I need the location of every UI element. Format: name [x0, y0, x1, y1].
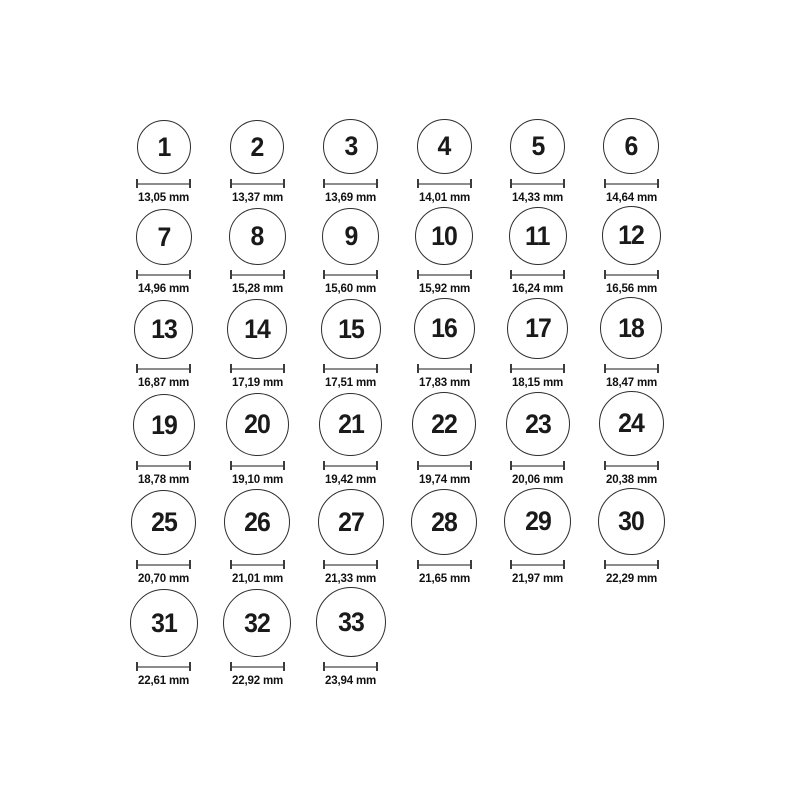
size-cell — [304, 208, 398, 295]
dimension-bar — [417, 274, 472, 276]
ring-circle — [506, 392, 570, 456]
ring-circle — [133, 394, 195, 456]
ring-size-number: 31 — [150, 607, 177, 638]
ring-circle — [227, 299, 287, 359]
ring-size-number: 33 — [337, 606, 364, 637]
diameter-label: 20,06 mm — [512, 472, 564, 486]
dimension-tick-left — [230, 560, 232, 569]
diameter-dimension-line — [323, 270, 378, 279]
diameter-dimension-line — [230, 270, 285, 279]
ring-circle — [321, 299, 381, 359]
dimension-tick-right — [470, 461, 472, 470]
diameter-label: 13,37 mm — [231, 190, 283, 204]
dimension-tick-right — [283, 560, 285, 569]
dimension-tick-right — [657, 179, 659, 188]
diameter-label: 18,47 mm — [605, 375, 657, 389]
ring-size-number: 30 — [618, 506, 645, 536]
diameter-dimension-line — [323, 560, 378, 569]
ring-size-number: 1 — [157, 131, 171, 162]
dimension-tick-right — [563, 560, 565, 569]
ring-size-number: 29 — [524, 506, 551, 536]
size-cell — [585, 206, 679, 295]
dimension-bar — [510, 564, 565, 566]
dimension-tick-left — [417, 461, 419, 470]
diameter-label: 17,51 mm — [325, 375, 377, 389]
diameter-dimension-line — [323, 179, 378, 188]
diameter-label: 22,29 mm — [605, 571, 657, 585]
diameter-dimension-line — [510, 461, 565, 470]
dimension-tick-left — [323, 662, 325, 671]
ring-circle — [600, 297, 662, 359]
ring-circle — [323, 119, 378, 174]
size-cell — [211, 120, 305, 204]
dimension-tick-left — [604, 364, 606, 373]
diameter-label: 16,87 mm — [138, 375, 190, 389]
chart-row — [117, 118, 678, 204]
ring-circle — [318, 489, 384, 555]
size-cell — [491, 298, 585, 389]
diameter-dimension-line — [136, 662, 191, 671]
diameter-dimension-line — [230, 662, 285, 671]
chart-row — [117, 297, 678, 389]
diameter-dimension-line — [230, 461, 285, 470]
dimension-tick-right — [470, 560, 472, 569]
dimension-tick-left — [136, 662, 138, 671]
dimension-tick-right — [376, 270, 378, 279]
diameter-dimension-line — [510, 560, 565, 569]
dimension-bar — [230, 274, 285, 276]
diameter-dimension-line — [323, 461, 378, 470]
dimension-tick-right — [283, 461, 285, 470]
size-cell — [211, 489, 305, 585]
diameter-dimension-line — [136, 270, 191, 279]
ring-circle — [411, 489, 477, 555]
dimension-tick-left — [136, 364, 138, 373]
ring-size-number: 7 — [157, 221, 171, 252]
diameter-dimension-line — [230, 364, 285, 373]
ring-circle — [509, 207, 567, 265]
dimension-tick-right — [189, 179, 191, 188]
dimension-tick-left — [323, 270, 325, 279]
size-cell — [211, 589, 305, 687]
size-cell — [304, 393, 398, 486]
dimension-bar — [136, 183, 191, 185]
diameter-label: 14,96 mm — [138, 281, 190, 295]
dimension-tick-left — [417, 364, 419, 373]
dimension-tick-left — [417, 560, 419, 569]
ring-size-number: 8 — [250, 221, 264, 251]
chart-row — [117, 587, 678, 687]
diameter-label: 18,15 mm — [512, 375, 564, 389]
ring-size-number: 11 — [525, 220, 550, 251]
dimension-bar — [136, 274, 191, 276]
size-cell — [304, 587, 398, 687]
dimension-tick-right — [563, 364, 565, 373]
chart-row — [117, 391, 678, 486]
ring-size-number: 21 — [337, 409, 364, 439]
dimension-bar — [323, 666, 378, 668]
dimension-bar — [230, 183, 285, 185]
dimension-tick-left — [417, 270, 419, 279]
dimension-bar — [323, 368, 378, 370]
ring-circle — [417, 119, 472, 174]
diameter-dimension-line — [417, 560, 472, 569]
ring-circle — [412, 392, 476, 456]
dimension-tick-right — [563, 461, 565, 470]
ring-circle — [504, 488, 571, 555]
ring-size-number: 2 — [250, 131, 264, 162]
ring-size-number: 6 — [624, 130, 638, 161]
dimension-bar — [510, 368, 565, 370]
ring-circle — [599, 391, 664, 456]
dimension-tick-left — [230, 270, 232, 279]
diameter-label: 19,42 mm — [325, 472, 377, 486]
ring-circle — [414, 298, 475, 359]
dimension-bar — [604, 368, 659, 370]
dimension-tick-right — [657, 461, 659, 470]
ring-size-number: 20 — [244, 409, 271, 439]
diameter-dimension-line — [604, 270, 659, 279]
diameter-label: 17,19 mm — [231, 375, 283, 389]
size-cell — [585, 118, 679, 204]
diameter-dimension-line — [604, 364, 659, 373]
diameter-dimension-line — [417, 461, 472, 470]
dimension-tick-right — [283, 270, 285, 279]
ring-circle — [316, 587, 386, 657]
dimension-tick-left — [510, 560, 512, 569]
size-cell — [117, 120, 211, 204]
size-cell — [491, 488, 585, 585]
dimension-tick-left — [417, 179, 419, 188]
ring-circle — [598, 488, 665, 555]
ring-circle — [319, 393, 382, 456]
size-cell — [585, 488, 679, 585]
dimension-bar — [230, 368, 285, 370]
chart-row — [117, 488, 678, 585]
dimension-tick-right — [657, 364, 659, 373]
diameter-dimension-line — [323, 364, 378, 373]
diameter-label: 21,01 mm — [231, 571, 283, 585]
dimension-tick-left — [230, 179, 232, 188]
dimension-tick-left — [323, 364, 325, 373]
diameter-label: 22,92 mm — [231, 673, 283, 687]
dimension-tick-left — [510, 461, 512, 470]
dimension-bar — [323, 465, 378, 467]
diameter-label: 18,78 mm — [138, 472, 190, 486]
size-cell — [398, 119, 492, 204]
ring-size-number: 18 — [618, 312, 645, 343]
dimension-tick-right — [189, 270, 191, 279]
diameter-dimension-line — [136, 364, 191, 373]
dimension-tick-right — [376, 560, 378, 569]
size-cell — [491, 119, 585, 204]
ring-circle — [137, 120, 191, 174]
dimension-tick-left — [510, 179, 512, 188]
diameter-label: 23,94 mm — [325, 673, 377, 687]
diameter-label: 20,38 mm — [605, 472, 657, 486]
dimension-tick-left — [230, 461, 232, 470]
ring-size-number: 9 — [344, 221, 358, 251]
dimension-tick-right — [470, 179, 472, 188]
diameter-dimension-line — [230, 560, 285, 569]
ring-circle — [322, 208, 379, 265]
ring-size-number: 23 — [524, 408, 551, 439]
dimension-tick-left — [230, 662, 232, 671]
size-cell — [211, 299, 305, 389]
size-cell — [585, 297, 679, 389]
size-cell — [304, 119, 398, 204]
ring-size-number: 22 — [431, 408, 458, 439]
size-cell — [398, 298, 492, 389]
diameter-label: 21,65 mm — [418, 571, 470, 585]
dimension-tick-right — [376, 662, 378, 671]
ring-size-number: 3 — [344, 131, 358, 161]
diameter-dimension-line — [417, 270, 472, 279]
diameter-dimension-line — [604, 461, 659, 470]
dimension-tick-right — [189, 364, 191, 373]
ring-size-number: 25 — [150, 507, 177, 537]
ring-circle — [510, 119, 565, 174]
size-cell — [211, 393, 305, 486]
size-cell — [398, 489, 492, 585]
dimension-bar — [604, 564, 659, 566]
dimension-bar — [417, 564, 472, 566]
dimension-bar — [230, 666, 285, 668]
diameter-dimension-line — [417, 179, 472, 188]
dimension-tick-left — [136, 270, 138, 279]
ring-size-number: 26 — [244, 506, 271, 537]
dimension-tick-right — [189, 560, 191, 569]
dimension-tick-right — [283, 364, 285, 373]
ring-circle — [507, 298, 568, 359]
dimension-bar — [230, 564, 285, 566]
dimension-bar — [604, 274, 659, 276]
dimension-tick-left — [230, 364, 232, 373]
size-cell — [304, 489, 398, 585]
dimension-bar — [604, 465, 659, 467]
diameter-label: 15,92 mm — [418, 281, 470, 295]
size-cell — [491, 392, 585, 486]
ring-circle — [226, 393, 289, 456]
diameter-label: 17,83 mm — [418, 375, 470, 389]
dimension-bar — [417, 368, 472, 370]
diameter-label: 15,28 mm — [231, 281, 283, 295]
size-cell — [585, 391, 679, 486]
ring-size-chart-grid — [117, 118, 678, 689]
dimension-bar — [323, 183, 378, 185]
ring-circle — [223, 589, 291, 657]
ring-size-number: 15 — [337, 313, 364, 344]
ring-circle — [131, 490, 196, 555]
diameter-label: 15,60 mm — [325, 281, 377, 295]
dimension-tick-right — [376, 179, 378, 188]
size-cell — [211, 208, 305, 295]
ring-size-number: 14 — [244, 313, 271, 344]
diameter-label: 13,69 mm — [325, 190, 377, 204]
dimension-tick-left — [323, 179, 325, 188]
ring-circle — [603, 118, 659, 174]
diameter-label: 14,64 mm — [605, 190, 657, 204]
ring-size-number: 13 — [150, 314, 177, 344]
dimension-tick-right — [657, 270, 659, 279]
dimension-tick-right — [376, 461, 378, 470]
dimension-tick-left — [510, 364, 512, 373]
diameter-dimension-line — [417, 364, 472, 373]
dimension-tick-right — [470, 364, 472, 373]
ring-circle — [229, 208, 286, 265]
dimension-tick-left — [510, 270, 512, 279]
ring-circle — [602, 206, 661, 265]
dimension-bar — [323, 564, 378, 566]
ring-size-number: 10 — [431, 220, 458, 251]
dimension-tick-right — [283, 662, 285, 671]
size-cell — [398, 392, 492, 486]
dimension-tick-left — [323, 560, 325, 569]
dimension-bar — [417, 183, 472, 185]
diameter-dimension-line — [604, 179, 659, 188]
diameter-dimension-line — [510, 364, 565, 373]
ring-circle — [230, 120, 284, 174]
dimension-bar — [230, 465, 285, 467]
dimension-tick-left — [136, 461, 138, 470]
ring-circle — [130, 589, 198, 657]
diameter-dimension-line — [604, 560, 659, 569]
dimension-bar — [510, 183, 565, 185]
dimension-tick-right — [563, 270, 565, 279]
size-cell — [398, 207, 492, 295]
dimension-tick-left — [136, 560, 138, 569]
ring-size-number: 27 — [337, 506, 364, 537]
size-cell — [117, 394, 211, 486]
diameter-label: 16,24 mm — [512, 281, 564, 295]
dimension-bar — [323, 274, 378, 276]
dimension-tick-left — [136, 179, 138, 188]
diameter-label: 14,33 mm — [512, 190, 564, 204]
dimension-tick-right — [376, 364, 378, 373]
dimension-tick-left — [604, 179, 606, 188]
dimension-tick-left — [604, 270, 606, 279]
diameter-dimension-line — [136, 560, 191, 569]
diameter-label: 21,33 mm — [325, 571, 377, 585]
dimension-tick-right — [470, 270, 472, 279]
diameter-label: 13,05 mm — [138, 190, 190, 204]
diameter-dimension-line — [510, 179, 565, 188]
dimension-bar — [417, 465, 472, 467]
ring-size-number: 4 — [437, 131, 451, 161]
diameter-dimension-line — [136, 461, 191, 470]
diameter-label: 19,74 mm — [418, 472, 470, 486]
ring-size-number: 19 — [150, 409, 177, 440]
dimension-tick-right — [563, 179, 565, 188]
diameter-label: 22,61 mm — [138, 673, 190, 687]
ring-circle — [224, 489, 290, 555]
dimension-bar — [604, 183, 659, 185]
diameter-label: 21,97 mm — [512, 571, 564, 585]
dimension-tick-left — [323, 461, 325, 470]
diameter-dimension-line — [510, 270, 565, 279]
diameter-dimension-line — [230, 179, 285, 188]
diameter-dimension-line — [323, 662, 378, 671]
chart-row — [117, 206, 678, 295]
ring-size-number: 12 — [618, 220, 645, 250]
ring-size-number: 24 — [618, 408, 645, 438]
dimension-bar — [136, 465, 191, 467]
ring-circle — [134, 300, 193, 359]
dimension-tick-right — [283, 179, 285, 188]
dimension-bar — [136, 564, 191, 566]
diameter-label: 20,70 mm — [138, 571, 190, 585]
dimension-bar — [136, 368, 191, 370]
size-cell — [491, 207, 585, 295]
ring-size-number: 28 — [431, 506, 458, 537]
ring-circle — [415, 207, 473, 265]
dimension-bar — [510, 465, 565, 467]
dimension-tick-left — [604, 461, 606, 470]
ring-size-number: 5 — [531, 131, 545, 161]
size-cell — [304, 299, 398, 389]
dimension-tick-right — [189, 461, 191, 470]
diameter-dimension-line — [136, 179, 191, 188]
ring-size-number: 17 — [524, 313, 551, 343]
dimension-tick-right — [189, 662, 191, 671]
diameter-label: 14,01 mm — [418, 190, 470, 204]
ring-size-number: 16 — [431, 313, 458, 343]
size-cell — [117, 589, 211, 687]
ring-size-number: 32 — [244, 607, 271, 638]
diameter-label: 19,10 mm — [231, 472, 283, 486]
dimension-bar — [510, 274, 565, 276]
size-cell — [117, 209, 211, 295]
size-cell — [117, 490, 211, 585]
diameter-label: 16,56 mm — [605, 281, 657, 295]
ring-circle — [136, 209, 192, 265]
dimension-bar — [136, 666, 191, 668]
dimension-tick-left — [604, 560, 606, 569]
dimension-tick-right — [657, 560, 659, 569]
size-cell — [117, 300, 211, 389]
